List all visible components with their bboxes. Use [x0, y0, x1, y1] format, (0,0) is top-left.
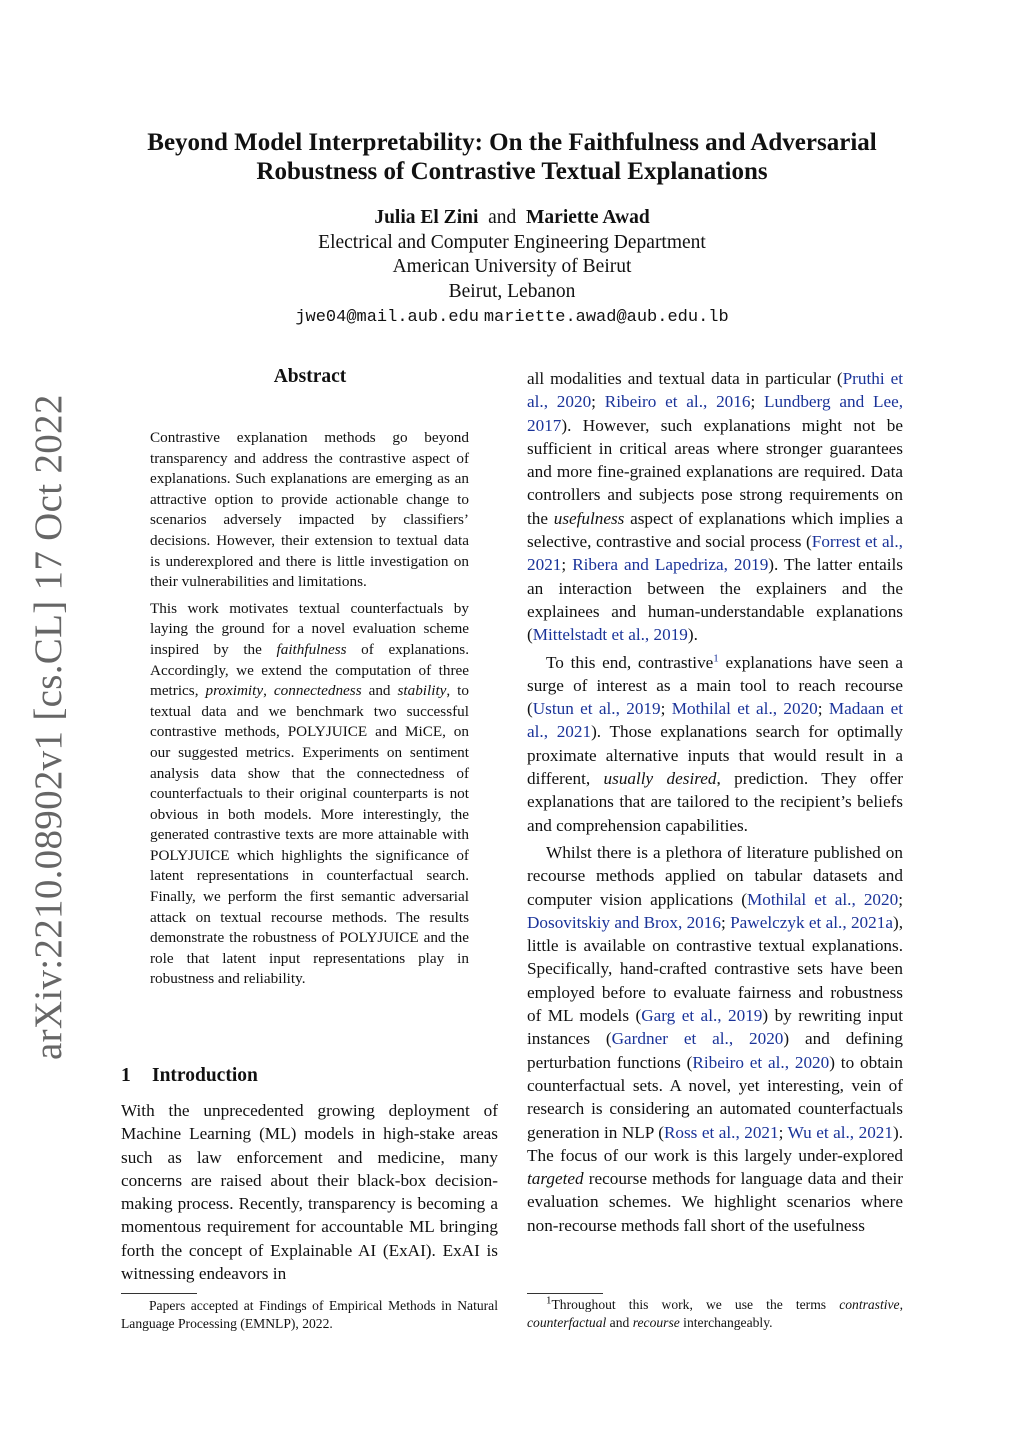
intro-paragraph-3: Whilst there is a plethora of literature published on recourse methods applied on tabular datasets and computer vision applications (Mothilal et al., 2020; Dosovitskiy and Brox, 2016; Pawelczyk et al., 2021a), little is available on contrastive textual explanations. Specifically, hand-crafted contrastive sets have been employed before to evaluate fairness and robustness of ML models (Garg et al., 2019) by rewriting input instances (Gardner et al., 2020) and defining perturbation functions (Ribeiro et al., 2020) to obtain counterfactual sets. A novel, yet interesting, vein of research is considering an automated counterfactuals generation in NLP (Ross et al., 2021; Wu et al., 2021). The focus of our work is this largely under-explored targeted recourse methods for language data and their evaluation schemes. We highlight scenarios where non-recourse methods fall short of the usefulness	[527, 842, 904, 1235]
citation-link[interactable]: Gardner et al., 2020	[611, 1029, 784, 1049]
author-block	[100, 206, 924, 331]
intro-right-column	[527, 367, 903, 1237]
citation-link[interactable]: Ribeiro et al., 2020	[692, 1052, 830, 1072]
citation-link[interactable]: Wu et al., 2021	[787, 1122, 893, 1142]
citation-link[interactable]: Pawelczyk et al., 2021a	[730, 912, 893, 932]
footnote-left: Papers accepted at Findings of Empirical Methods in Natural Language Processing (EMNLP), 2022.	[121, 1298, 498, 1331]
abstract-paragraph-2: This work motivates textual counterfactuals by laying the ground for a novel evaluation scheme inspired by the faithfulness of explanations. Accordingly, we extend the computation of three metrics, proximity, connectedness and stability, to textual data and we benchmark two successful contrastive methods, POLYJUICE and MiCE, on our suggested metrics. Experiments on sentiment analysis data show that the connectedness of counterfactuals to their original counterparts is not obvious in both models. More interestingly, the generated contrastive texts are more attainable with POLYJUICE which highlights the significance of latent representations in counterfactual search. Finally, we perform the first semantic adversarial attack on textual recourse methods. The results demonstrate the robustness of POLYJUICE and the role that latent input representations play in robustness and reliability.	[150, 599, 469, 988]
footnote-number: 1	[546, 1294, 552, 1307]
citation-link[interactable]: Mothilal et al., 2020	[671, 699, 818, 719]
citation-link[interactable]: Ribera and Lapedriza, 2019	[572, 555, 769, 575]
author-conjunction: and	[488, 207, 517, 228]
affiliation-university: American University of Beirut	[392, 256, 632, 277]
citation-link[interactable]: Lundberg and Lee, 2017	[527, 392, 904, 435]
affiliation-location: Beirut, Lebanon	[448, 280, 576, 302]
footnote-rule-left	[121, 1293, 197, 1294]
section-title: Introduction	[152, 1065, 258, 1086]
citation-link[interactable]: Dosovitskiy and Brox, 2016	[527, 912, 721, 932]
author-names	[100, 206, 924, 231]
abstract-body	[150, 428, 469, 996]
affiliation-department: Electrical and Computer Engineering Department	[318, 231, 706, 253]
citation-link[interactable]: Forrest et al., 2021	[527, 532, 903, 575]
title-line-2: Robustness of Contrastive Textual Explanations	[256, 158, 768, 185]
footnote-right: $^1$Throughout this work, we use the terms contrastive, counterfactual and recourse interchangeably.	[527, 1294, 903, 1330]
section-heading-introduction	[121, 1065, 258, 1087]
footnote-marker[interactable]: 1	[713, 651, 719, 664]
paper-title	[100, 128, 924, 186]
citation-link[interactable]: Mothilal et al., 2020	[746, 889, 899, 909]
intro-paragraph-1-cont: all modalities and textual data in particular (Pruthi et al., 2020; Ribeiro et al., 2016; Lundberg and Lee, 2017). However, such explanations might not be sufficient in critical areas where stronger guarantees and more fine-grained explanations are required. Data controllers and subjects pose strong requirements on the usefulness aspect of explanations which implies a selective, contrastive and social process (Forrest et al., 2021; Ribera and Lapedriza, 2019). The latter entails an interaction between the explainers and the explainees and human-understandable explanations (Mittelstadt et al., 2019).	[527, 369, 904, 645]
citation-link[interactable]: Madaan et al., 2021	[527, 699, 903, 742]
intro-paragraph-1: With the unprecedented growing deployment of Machine Learning (ML) models in high-stake areas such as law enforcement and medicine, many concerns are raised about their black-box decision-making process. Recently, transparency is becoming a momentous requirement for accountable ML bringing forth the concept of Explainable AI (ExAI). ExAI is witnessing endeavors in	[121, 1101, 498, 1284]
email-1[interactable]: jwe04@mail.aub.edu	[295, 308, 479, 327]
arxiv-identifier: arXiv:2210.08902v1 [cs.CL] 17 Oct 2022	[27, 394, 70, 1060]
citation-link[interactable]: Ross et al., 2021	[663, 1122, 779, 1142]
section-number: 1	[121, 1065, 131, 1086]
citation-link[interactable]: Ribeiro et al., 2016	[604, 392, 751, 412]
citation-link[interactable]: Garg et al., 2019	[641, 1006, 763, 1026]
author-1: Julia El Zini	[374, 207, 479, 228]
email-2[interactable]: mariette.awad@aub.edu.lb	[483, 308, 729, 327]
citation-link[interactable]: Mittelstadt et al., 2019	[532, 625, 688, 645]
intro-left-column	[121, 1099, 498, 1285]
author-emails	[100, 304, 924, 331]
abstract-paragraph-1: Contrastive explanation methods go beyond transparency and address the contrastive aspect of explanations. Such explanations are emerging as an attractive option to provide actionable change to scenarios adversely impacted by classifiers’ decisions. However, their extension to textual data is underexplored and there is little investigation on their vulnerabilities and limitations.	[150, 429, 469, 591]
citation-link[interactable]: Pruthi et al., 2020	[527, 369, 903, 412]
citation-link[interactable]: Ustun et al., 2019	[532, 699, 661, 719]
author-2: Mariette Awad	[526, 207, 650, 228]
title-line-1: Beyond Model Interpretability: On the Faithfulness and Adversarial	[147, 129, 877, 156]
intro-paragraph-2: To this end, contrastive$^1$ explanations have seen a surge of interest as a main tool to reach recourse (Ustun et al., 2019; Mothilal et al., 2020; Madaan et al., 2021). Those explanations search for optimally proximate alternative inputs that would result in a different, usually desired, prediction. They offer explanations that are tailored to the recipient’s beliefs and comprehension capabilities.	[527, 651, 904, 835]
footnote-rule-right	[527, 1293, 603, 1294]
abstract-heading: Abstract	[273, 366, 347, 387]
